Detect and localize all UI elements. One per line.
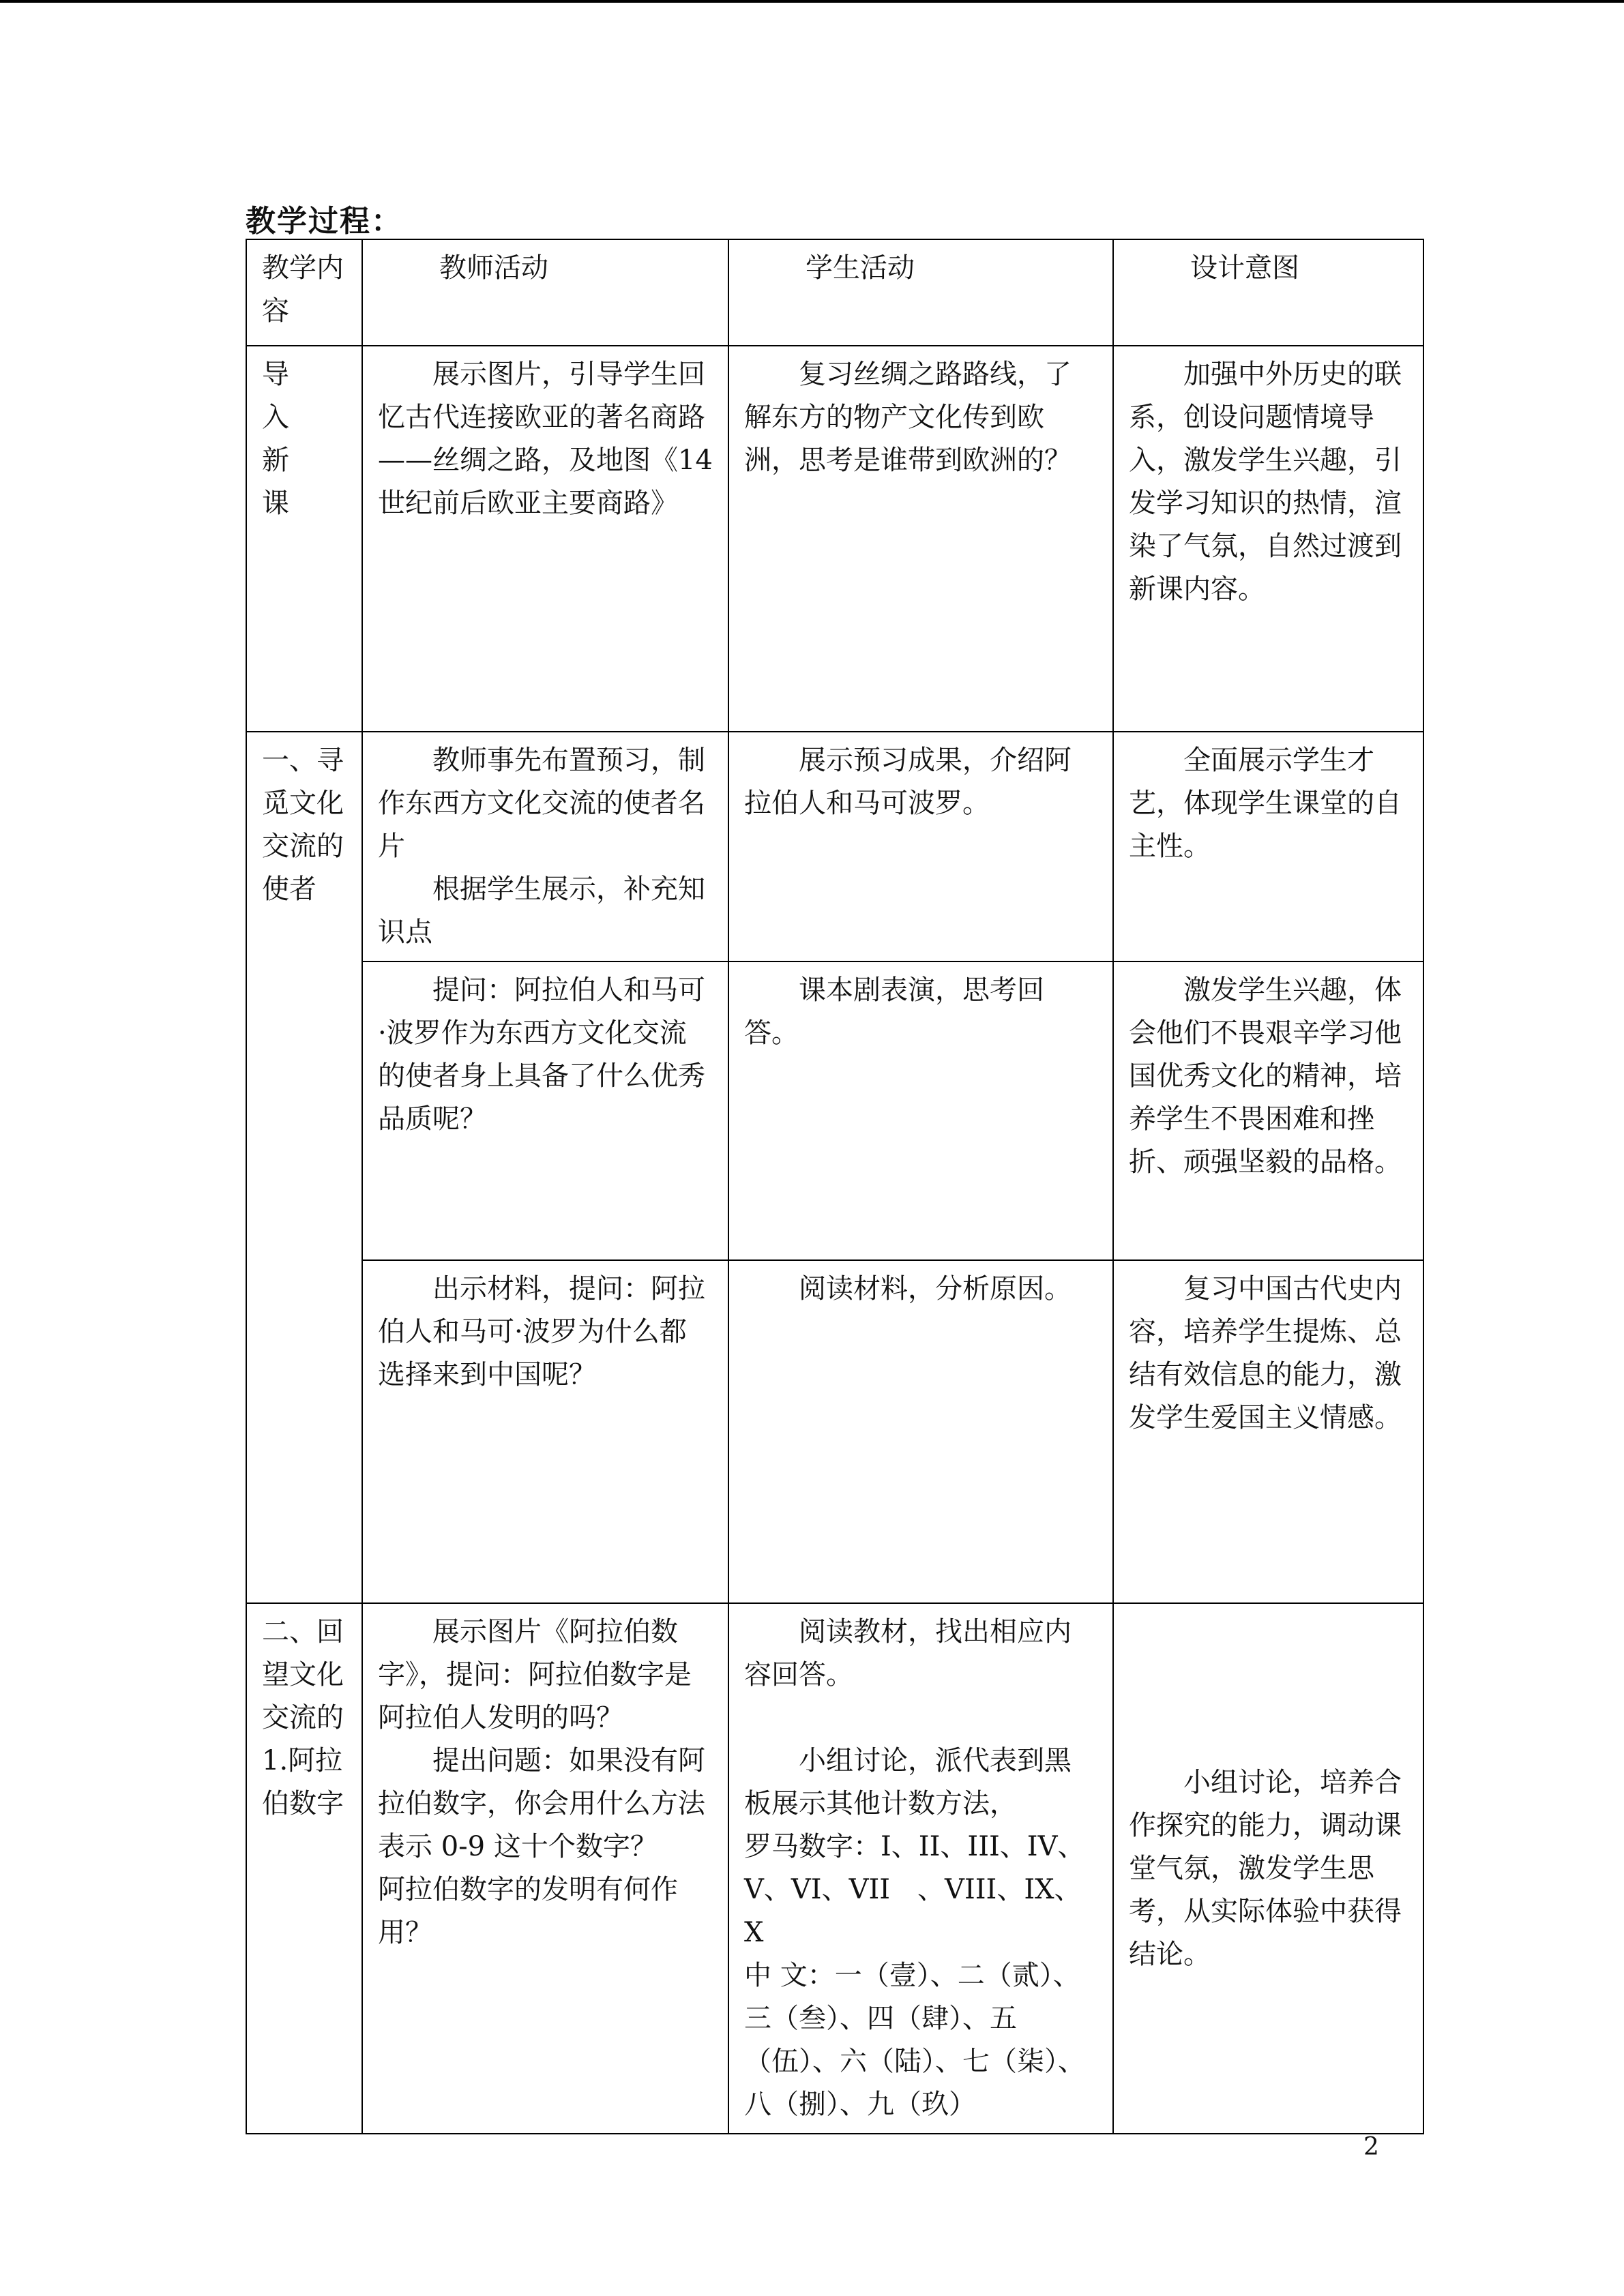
cell-teacher: 提问：阿拉伯人和马可·波罗作为东西方文化交流的使者身上具备了什么优秀品质呢？ xyxy=(362,961,728,1260)
cell-intent: 激发学生兴趣，体会他们不畏艰辛学习他国优秀文化的精神，培养学生不畏困难和挫折、顽强坚毅的品格。 xyxy=(1113,961,1423,1260)
cell-intent: 小组讨论，培养合作探究的能力，调动课堂气氛，激发学生思考，从实际体验中获得结论。 xyxy=(1113,1603,1423,2134)
table-row xyxy=(246,346,1423,732)
header-teacher: 教师活动 xyxy=(362,239,728,346)
cell-student: 课本剧表演，思考回答。 xyxy=(728,961,1113,1260)
cell-intent: 加强中外历史的联系，创设问题情境导入，激发学生兴趣，引发学习知识的热情，渲染了气氛，自然过渡到新课内容。 xyxy=(1113,346,1423,732)
table-row xyxy=(246,1603,1423,2134)
header-student: 学生活动 xyxy=(728,239,1113,346)
cell-content: 二、回望文化交流的1.阿拉伯数字 xyxy=(246,1603,362,2134)
header-content: 教学内容 xyxy=(246,239,362,346)
cell-teacher: 展示图片，引导学生回忆古代连接欧亚的著名商路——丝绸之路，及地图《14 世纪前后欧亚主要商路》 xyxy=(362,346,728,732)
header-intent: 设计意图 xyxy=(1113,239,1423,346)
cell-intent: 复习中国古代史内容，培养学生提炼、总结有效信息的能力，激发学生爱国主义情感。 xyxy=(1113,1260,1423,1603)
cell-teacher: 教师事先布置预习，制作东西方文化交流的使者名片 根据学生展示，补充知识点 xyxy=(362,732,728,961)
section-heading: 教学过程： xyxy=(246,204,402,239)
cell-student: 展示预习成果，介绍阿拉伯人和马可波罗。 xyxy=(728,732,1113,961)
cell-teacher: 展示图片《阿拉伯数字》，提问：阿拉伯数字是阿拉伯人发明的吗？ 提出问题：如果没有阿拉伯数字，你会用什么方法表示 0-9 这十个数字？ 阿拉伯数字的发明有何作用？ xyxy=(362,1603,728,2134)
cell-student: 阅读材料，分析原因。 xyxy=(728,1260,1113,1603)
table-row xyxy=(246,1260,1423,1603)
cell-intent: 全面展示学生才艺，体现学生课堂的自主性。 xyxy=(1113,732,1423,961)
cell-student: 复习丝绸之路路线，了解东方的物产文化传到欧洲，思考是谁带到欧洲的？ xyxy=(728,346,1113,732)
cell-student: 阅读教材，找出相应内容回答。 小组讨论，派代表到黑板展示其他计数方法， 罗马数字：I、II、III、IV、V、VI、VII 、VIII、IX、X 中 文：一（壹）、二（贰）、三（叁）、四（肆）、五（伍）、六（陆）、七（柒）、八（捌）、九（玖） xyxy=(728,1603,1113,2134)
table-row xyxy=(246,961,1423,1260)
table-row xyxy=(246,732,1423,961)
cell-teacher: 出示材料，提问：阿拉伯人和马可·波罗为什么都选择来到中国呢？ xyxy=(362,1260,728,1603)
teaching-process-table xyxy=(246,239,1424,2134)
cell-content: 导入新课 xyxy=(246,346,362,732)
cell-content: 一、寻觅文化交流的使者 xyxy=(246,732,362,1603)
page-number: 2 xyxy=(1363,2133,1379,2161)
top-border-line xyxy=(0,0,1624,3)
table-header-row xyxy=(246,239,1423,346)
